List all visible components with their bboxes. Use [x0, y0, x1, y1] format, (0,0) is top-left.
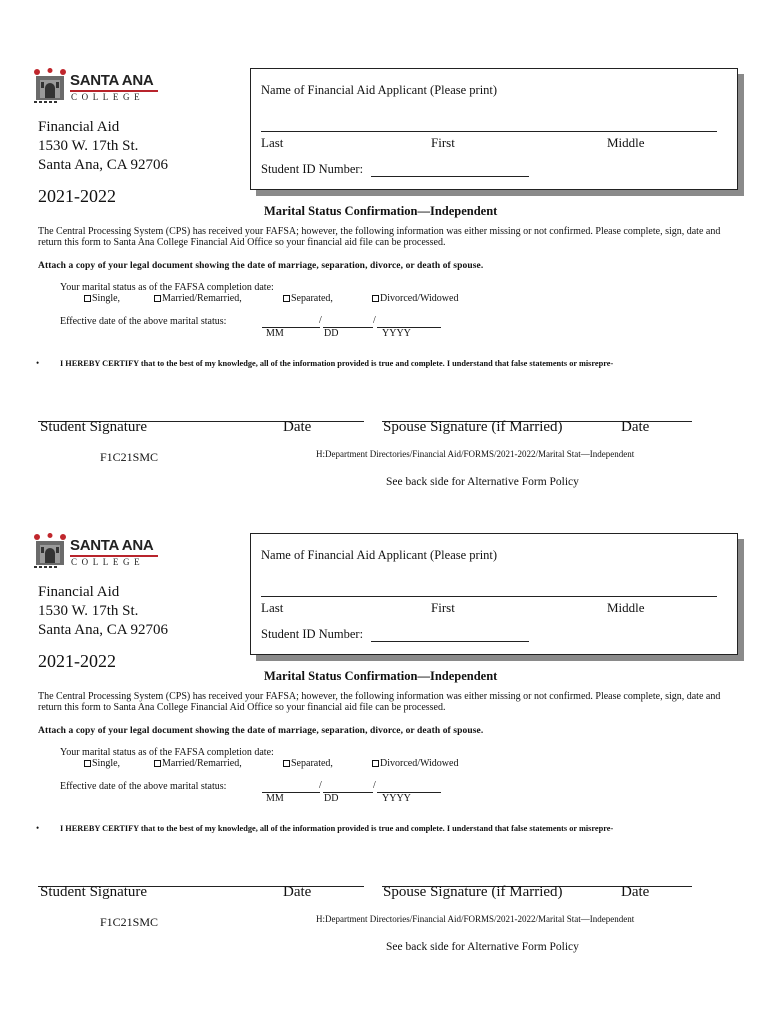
applicant-name-box — [250, 68, 738, 190]
marital-status-form — [0, 465, 770, 953]
option-label: Separated, — [291, 293, 333, 304]
option-label: Single, — [92, 293, 121, 304]
effective-date-label: Effective date of the above marital status: — [60, 781, 227, 792]
santa-ana-college-logo — [34, 533, 160, 573]
logo-name: SANTA ANA — [70, 537, 154, 554]
bullet-icon: • — [36, 358, 40, 368]
logo-college: COLLEGE — [71, 92, 145, 102]
certification-statement: I HEREBY CERTIFY that to the best of my knowledge, all of the information provided is true and complete. I understand that false statements or misrepre- — [60, 359, 614, 368]
month-label: MM — [266, 793, 284, 804]
certification-statement: I HEREBY CERTIFY that to the best of my knowledge, all of the information provided is true and complete. I understand that false statements or misrepre- — [60, 824, 614, 833]
address-line-2: 1530 W. 17th St. — [38, 138, 139, 154]
day-label: DD — [324, 793, 339, 804]
logo-college: COLLEGE — [71, 557, 145, 567]
option-single[interactable] — [84, 293, 120, 304]
applicant-name-field[interactable] — [261, 596, 717, 597]
applicant-name-label: Name of Financial Aid Applicant (Please print) — [261, 548, 498, 562]
file-path: H:Department Directories/Financial Aid/FORMS/2021-2022/Marital Stat—Independent — [316, 449, 635, 459]
checkbox-icon[interactable] — [283, 760, 290, 767]
instructions-paragraph: The Central Processing System (CPS) has received your FAFSA; however, the following information was either missing or not confirmed. Please complete, sign, date and return this form to Santa Ana College Financial Aid Office so your financial aid file can be processed. — [38, 226, 721, 248]
checkbox-icon[interactable] — [372, 760, 379, 767]
student-signature-label: Student Signature — [40, 419, 148, 435]
year-label: YYYY — [382, 328, 411, 339]
applicant-name-field[interactable] — [261, 131, 717, 132]
file-path: H:Department Directories/Financial Aid/FORMS/2021-2022/Marital Stat—Independent — [316, 914, 635, 924]
address-line-1: Financial Aid — [38, 119, 120, 135]
marital-status-label: Your marital status as of the FAFSA completion date: — [60, 747, 274, 758]
address-line-3: Santa Ana, CA 92706 — [38, 157, 168, 173]
middle-name-label: Middle — [607, 135, 645, 150]
instructions-paragraph: The Central Processing System (CPS) has received your FAFSA; however, the following information was either missing or not confirmed. Please complete, sign, date and return this form to Santa Ana College Financial Aid Office so your financial aid file can be processed. — [38, 691, 721, 713]
office-address — [38, 583, 168, 640]
effective-date-label: Effective date of the above marital status: — [60, 316, 227, 327]
address-line-2: 1530 W. 17th St. — [38, 603, 139, 619]
bullet-icon: • — [36, 823, 40, 833]
date-slash: / — [373, 315, 376, 326]
college-building-icon — [34, 68, 66, 106]
last-name-label: Last — [261, 135, 284, 150]
form-title: Marital Status Confirmation—Independent — [264, 204, 498, 218]
checkbox-icon[interactable] — [372, 295, 379, 302]
option-label: Separated, — [291, 758, 333, 769]
first-name-label: First — [431, 135, 455, 150]
form-code: F1C21SMC — [100, 915, 159, 929]
marital-status-form — [0, 0, 770, 488]
logo-name: SANTA ANA — [70, 72, 154, 89]
day-label: DD — [324, 328, 339, 339]
year-label: YYYY — [382, 793, 411, 804]
checkbox-icon[interactable] — [84, 760, 91, 767]
attach-instruction: Attach a copy of your legal document showing the date of marriage, separation, divorce, or death of spouse. — [38, 261, 484, 271]
student-id-label: Student ID Number: — [261, 627, 364, 641]
month-label: MM — [266, 328, 284, 339]
student-id-field[interactable] — [371, 176, 529, 177]
date-slash: / — [373, 780, 376, 791]
date-slash: / — [319, 780, 322, 791]
spouse-signature-label: Spouse Signature (if Married) — [383, 419, 563, 435]
award-year: 2021-2022 — [38, 651, 116, 671]
option-married[interactable] — [154, 293, 242, 304]
office-address — [38, 118, 168, 175]
back-side-note: See back side for Alternative Form Policy — [386, 941, 579, 953]
student-id-label: Student ID Number: — [261, 162, 364, 176]
student-date-label: Date — [283, 419, 312, 435]
applicant-name-box — [250, 533, 738, 655]
option-separated[interactable] — [283, 293, 333, 304]
attach-instruction: Attach a copy of your legal document showing the date of marriage, separation, divorce, or death of spouse. — [38, 726, 484, 736]
address-line-3: Santa Ana, CA 92706 — [38, 622, 168, 638]
marital-status-label: Your marital status as of the FAFSA completion date: — [60, 282, 274, 293]
college-building-icon — [34, 533, 66, 571]
student-id-field[interactable] — [371, 641, 529, 642]
student-signature-label: Student Signature — [40, 884, 148, 900]
back-side-note: See back side for Alternative Form Policy — [386, 476, 579, 488]
option-divorced[interactable] — [372, 758, 458, 769]
option-separated[interactable] — [283, 758, 333, 769]
option-divorced[interactable] — [372, 293, 458, 304]
option-label: Divorced/Widowed — [380, 293, 459, 304]
option-label: Single, — [92, 758, 121, 769]
date-slash: / — [319, 315, 322, 326]
option-label: Married/Remarried, — [162, 293, 242, 304]
form-title: Marital Status Confirmation—Independent — [264, 669, 498, 683]
spouse-date-label: Date — [621, 884, 650, 900]
option-label: Divorced/Widowed — [380, 758, 459, 769]
last-name-label: Last — [261, 600, 284, 615]
checkbox-icon[interactable] — [154, 760, 161, 767]
option-single[interactable] — [84, 758, 120, 769]
award-year: 2021-2022 — [38, 186, 116, 206]
middle-name-label: Middle — [607, 600, 645, 615]
first-name-label: First — [431, 600, 455, 615]
option-label: Married/Remarried, — [162, 758, 242, 769]
spouse-date-label: Date — [621, 419, 650, 435]
santa-ana-college-logo — [34, 68, 160, 108]
option-married[interactable] — [154, 758, 242, 769]
spouse-signature-label: Spouse Signature (if Married) — [383, 884, 563, 900]
applicant-name-label: Name of Financial Aid Applicant (Please print) — [261, 83, 498, 97]
address-line-1: Financial Aid — [38, 584, 120, 600]
student-date-label: Date — [283, 884, 312, 900]
checkbox-icon[interactable] — [84, 295, 91, 302]
checkbox-icon[interactable] — [154, 295, 161, 302]
form-code: F1C21SMC — [100, 450, 159, 464]
checkbox-icon[interactable] — [283, 295, 290, 302]
